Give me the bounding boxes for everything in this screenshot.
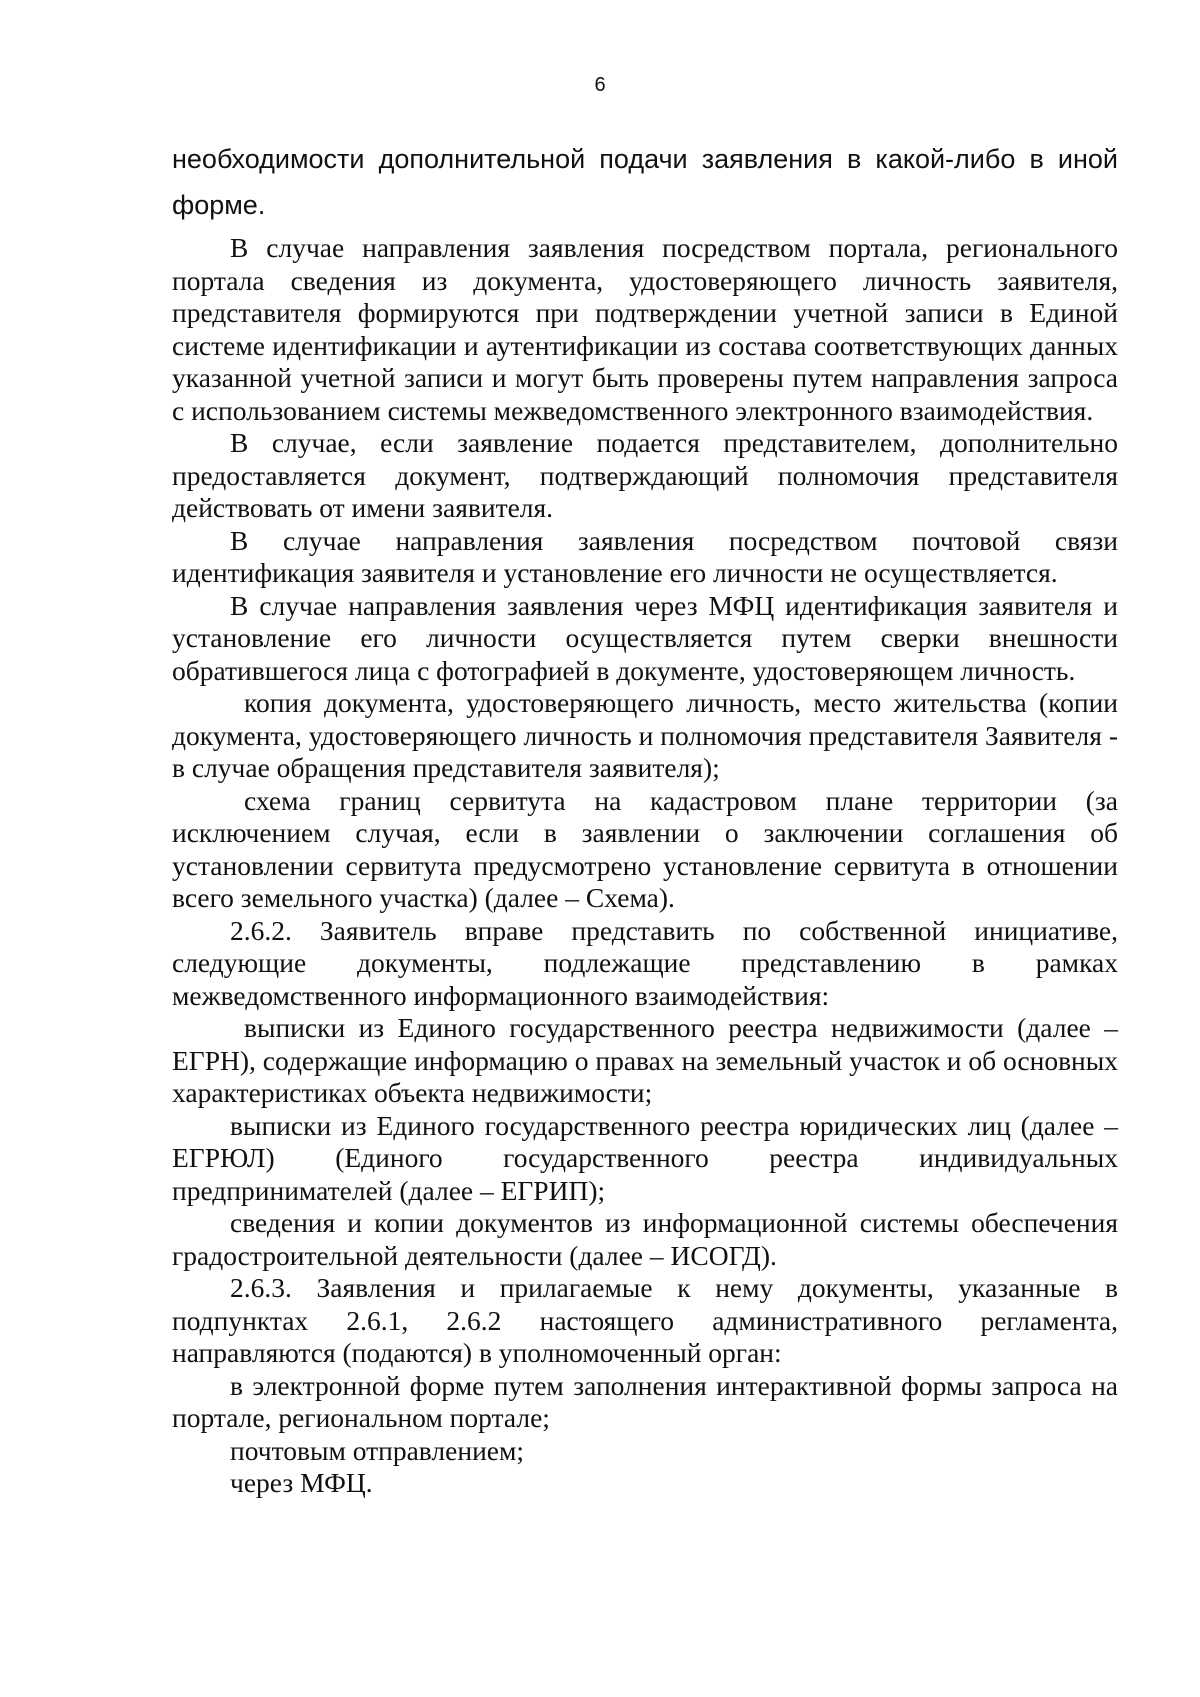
document-body: [172, 136, 1118, 1500]
list-item-electronic-form: в электронной форме путем заполнения интерактивной формы запроса на портале, региональном портале;: [172, 1369, 1118, 1433]
list-item-egrn: выписки из Единого государственного реестра недвижимости (далее – ЕГРН), содержащие информацию о правах на земельный участок и об основных характеристиках объекта недвижимости;: [172, 1012, 1118, 1108]
list-item-identity-copy: копия документа, удостоверяющего личность, место жительства (копии документа, удостоверяющего личность и полномочия представителя Заявителя - в случае обращения представителя заявителя);: [172, 687, 1118, 783]
list-item-postal: почтовым отправлением;: [230, 1434, 525, 1466]
paragraph-portal-identification: В случае направления заявления посредством портала, регионального портала сведения из документа, удостоверяющего личность заявителя, представителя формируются при подтверждении учетной записи в Единой системе идентификации и аутентификации из состава соответствующих данных указанной учетной записи и могут быть проверены путем направления запроса с использованием системы межведомственного электронного взаимодействия.: [172, 232, 1118, 426]
list-item-servitude-scheme: схема границ сервитута на кадастровом плане территории (за исключением случая, если в заявлении о заключении соглашения об установлении сервитута предусмотрено установление сервитута в отношении всего земельного участка) (далее – Схема).: [172, 784, 1118, 913]
page-number: 6: [594, 74, 606, 96]
paragraph-continuation: необходимости дополнительной подачи заявления в какой-либо в иной форме.: [172, 144, 1118, 220]
list-item-mfc: через МФЦ.: [230, 1467, 373, 1498]
list-item-isogd: сведения и копии документов из информационной системы обеспечения градостроительной деятельности (далее – ИСОГД).: [172, 1207, 1118, 1271]
paragraph-representative: В случае, если заявление подается представителем, дополнительно предоставляется документ, подтверждающий полномочия представителя действовать от имени заявителя.: [172, 427, 1118, 523]
paragraph-2-6-2: 2.6.2. Заявитель вправе представить по собственной инициативе, следующие документы, подлежащие представлению в рамках межведомственного информационного взаимодействия:: [172, 914, 1118, 1011]
list-item-egrul: выписки из Единого государственного реестра юридических лиц (далее – ЕГРЮЛ) (Единого государственного реестра индивидуальных предпринимателей (далее – ЕГРИП);: [172, 1109, 1118, 1206]
paragraph-postal: В случае направления заявления посредством почтовой связи идентификация заявителя и установление его личности не осуществляется.: [172, 524, 1118, 588]
paragraph-mfc-identification: В случае направления заявления через МФЦ идентификация заявителя и установление его личности осуществляется путем сверки внешности обратившегося лица с фотографией в документе, удостоверяющем личность.: [172, 589, 1118, 686]
paragraph-2-6-3: 2.6.3. Заявления и прилагаемые к нему документы, указанные в подпунктах 2.6.1, 2.6.2 настоящего административного регламента, направляются (подаются) в уполномоченный орган:: [172, 1272, 1118, 1368]
